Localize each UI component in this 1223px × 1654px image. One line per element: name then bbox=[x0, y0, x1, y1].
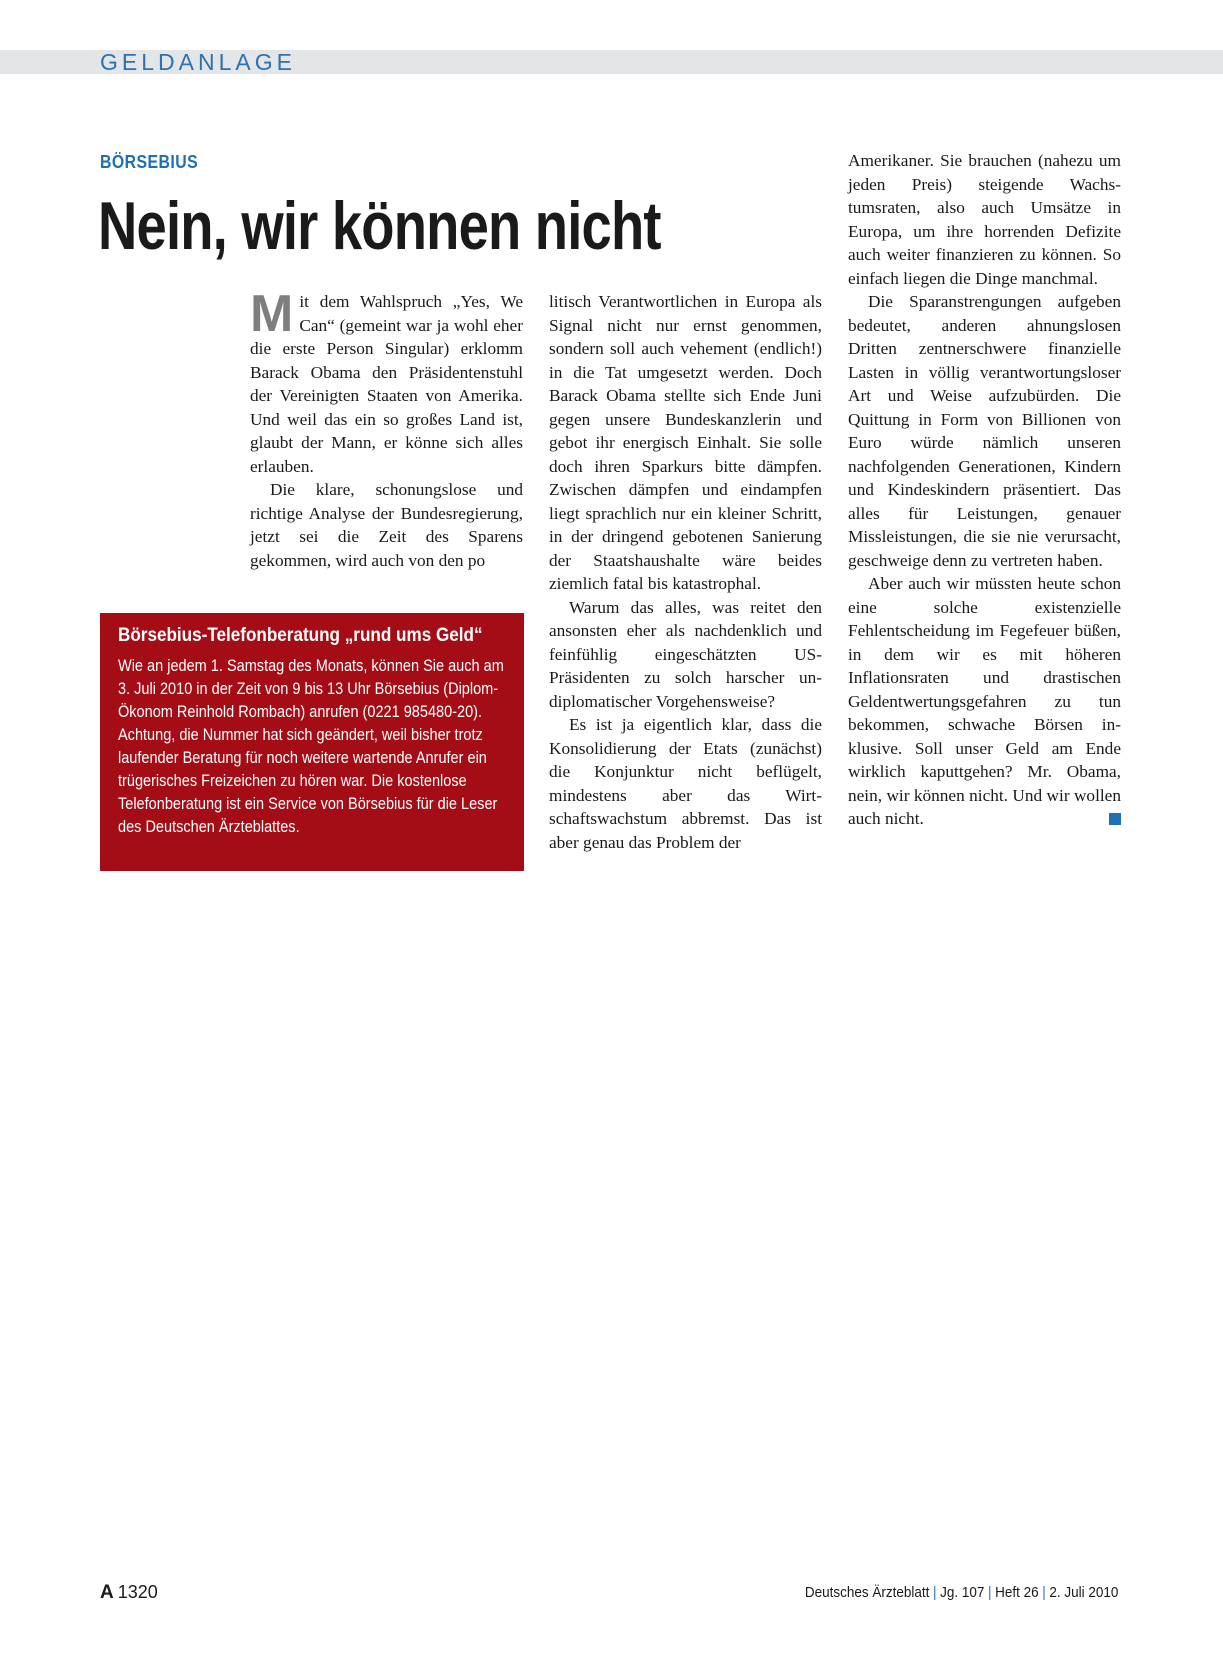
info-box bbox=[100, 613, 524, 871]
page-title: Nein, wir können nicht bbox=[98, 188, 661, 264]
kicker: BÖRSEBIUS bbox=[100, 152, 199, 172]
paragraph: Es ist ja eigentlich klar, dass die Konsolidierung der Etats (zunächst) die Konjunktur nicht beflügelt, mindestens aber das Wirtschaftswachstum abbremst. Das ist aber genau das Problem der bbox=[549, 715, 822, 852]
paragraph: Mit dem Wahlspruch „Yes, We Can“ (gemeint war ja wohl eher die erste Person Singular) erklomm Barack Obama den Präsidentenstuhl der Vereinigten Staaten von Amerika. Und weil das ein so großes Land ist, glaubt der Mann, er könne sich alles erlauben. bbox=[250, 285, 523, 476]
paragraph: Aber auch wir müssten heute schon eine solche existenzielle Fehlentscheidung im Fegefeuer büßen, in dem wir es mit höheren Inflationsraten und drastischen Geldentwertungsgefahren zu tun bekommen, schwache Börsen inklusive. Soll unser Geld am Ende wirklich kaputtgehen? Mr. Obama, nein, wir können nicht. Und wir wollen auch nicht. bbox=[848, 574, 1121, 828]
article-column-1 bbox=[250, 285, 523, 572]
paragraph: Amerikaner. Sie brauchen (nahezu um jeden Preis) steigende Wachstumsraten, also auch Umsätze in Europa, um ihre horrenden Defizite auch weiter finanzieren zu können. So einfach liegen die Dinge manchmal. bbox=[848, 151, 1121, 288]
paragraph: Die klare, schonungslose und richtige Analyse der Bundesregierung, jetzt sei die Zeit des Sparens gekommen, wird auch von den po bbox=[250, 480, 523, 570]
paragraph: Die Sparanstrengungen aufgeben bedeutet, anderen ahnungslosen Dritten zentnerschwere finanzielle Lasten in völlig verantwortungsloser Art und Weise aufzubürden. Die Quittung in Form von Billionen von Euro würde nämlich unseren nachfolgenden Generationen, Kindern und Kindeskindern präsentiert. Das alles für Leistungen, genauer Missleistungen, die sie nie verursacht, geschweige denn zu vertreten haben. bbox=[848, 292, 1121, 570]
article-column-3 bbox=[848, 149, 1121, 831]
drop-cap: M bbox=[250, 285, 294, 343]
issue-date: 2. Juli 2010 bbox=[1048, 1584, 1118, 1601]
article-column-2 bbox=[549, 290, 822, 854]
info-box-title: Börsebius-Telefonberatung „rund ums Geld“ bbox=[118, 625, 483, 646]
journal-name: Deutsches Ärzteblatt bbox=[804, 1584, 929, 1601]
volume: Jg. 107 bbox=[939, 1584, 984, 1601]
section-label: GELDANLAGE bbox=[100, 49, 296, 75]
end-square-icon bbox=[1109, 813, 1121, 825]
page-number: A 1320 bbox=[100, 1582, 158, 1603]
info-box-text: Wie an jedem 1. Samstag des Monats, können Sie auch am 3. Juli 2010 in der Zeit von 9 bis 13 Uhr Börsebius (Diplom-Ökonom Reinhold Rombach) anrufen (0221 985480-20). Achtung, die Nummer hat sich geändert, weil bisher trotz laufender Beratung für noch weitere wartende Anrufer ein trügerisches Freizeichen zu hören war. Die kostenlose Telefonberatung ist ein Service von Börsebius für die Leser des Deutschen Ärzteblattes. bbox=[118, 657, 504, 836]
page-prefix: A bbox=[100, 1582, 114, 1603]
footer-citation: Deutsches Ärzteblatt | Jg. 107 | Heft 26 | 2. Juli 2010 bbox=[804, 1584, 1118, 1601]
issue: Heft 26 bbox=[994, 1584, 1039, 1601]
paragraph: litisch Verantwortlichen in Europa als Signal nicht nur ernst genommen, sondern soll auch vehement (endlich!) in die Tat umgesetzt werden. Doch Barack Obama stellte sich Ende Juni gegen unsere Bundeskanzlerin und gebot ihr energisch Einhalt. Sie solle doch ihren Sparkurs bitte dämpfen. Zwischen dämpfen und eindampfen liegt sprachlich nur ein kleiner Schritt, in der dringend gebotenen Sanierung der Staatshaushalte wäre beides ziemlich fatal bis katastrophal. bbox=[549, 292, 822, 593]
paragraph: Warum das alles, was reitet den ansonsten eher als nachdenklich und feinfühlig eingeschätzten US-Präsidenten zu solch harscher undiplomatischer Vorgehensweise? bbox=[549, 597, 822, 711]
